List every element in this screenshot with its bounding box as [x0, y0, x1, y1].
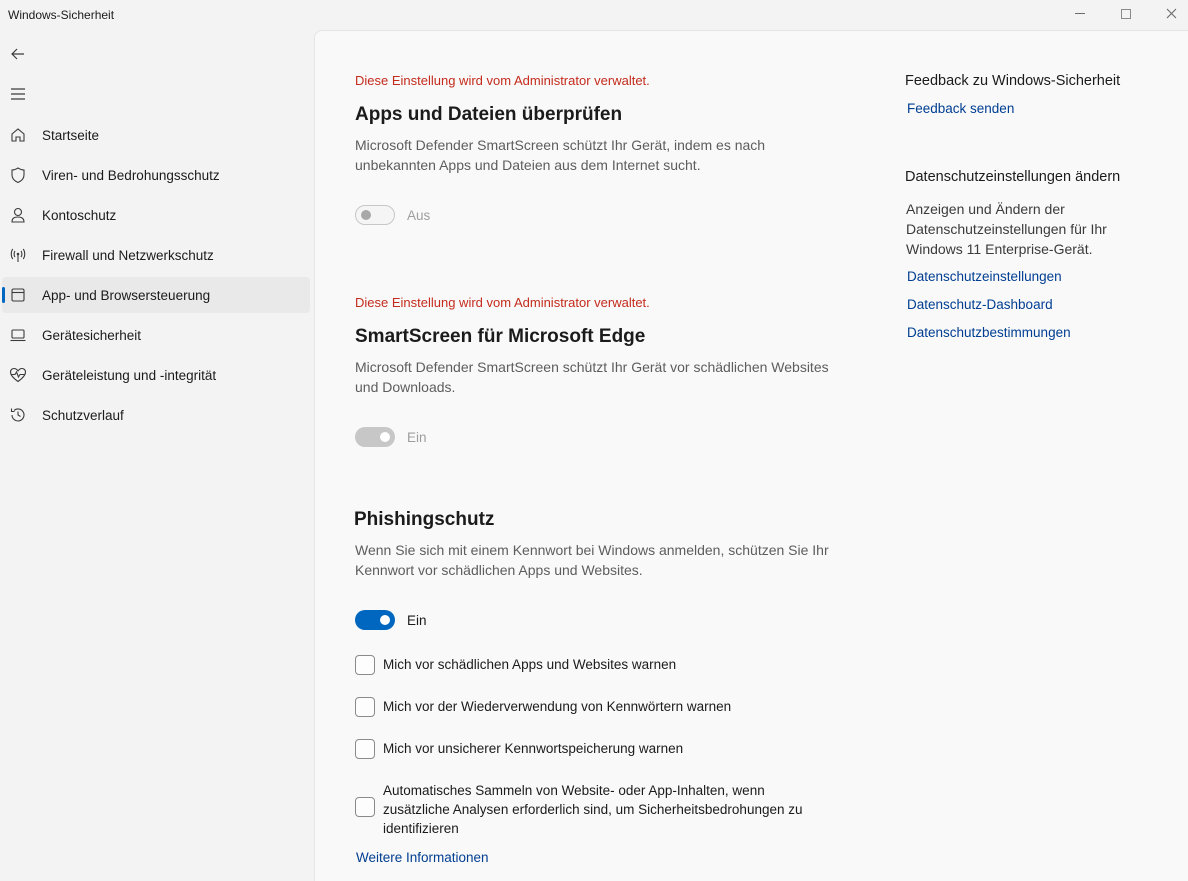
sidebar-item-label: Startseite — [42, 127, 100, 143]
toggle-knob — [380, 615, 390, 625]
history-icon — [9, 406, 27, 424]
home-icon — [9, 126, 27, 144]
apps-files-toggle — [355, 205, 395, 225]
checkbox[interactable] — [355, 697, 375, 717]
privacy-title: Datenschutzeinstellungen ändern — [905, 169, 1121, 185]
heart-pulse-icon — [9, 366, 27, 384]
checkbox-row[interactable] — [355, 655, 823, 675]
section-description: Microsoft Defender SmartScreen schützt Ihr Gerät, indem es nach unbekannten Apps und Dateien aus dem Internet sucht. — [355, 137, 766, 173]
sidebar-item-label: Gerätesicherheit — [42, 327, 142, 343]
privacy-description: Anzeigen und Ändern der Datenschutzeinstellungen für Ihr Windows 11 Enterprise-Gerät. — [906, 201, 1107, 257]
sidebar-item-schutzverlauf[interactable] — [2, 397, 310, 433]
hamburger-icon — [10, 87, 26, 101]
checkbox[interactable] — [355, 739, 375, 759]
app-window-icon — [9, 286, 27, 304]
sidebar-item-startseite[interactable] — [2, 117, 310, 153]
close-icon — [1166, 8, 1177, 19]
checkbox[interactable] — [355, 655, 375, 675]
back-button[interactable] — [6, 42, 30, 66]
antenna-icon — [9, 246, 27, 264]
minimize-icon — [1075, 13, 1085, 14]
toggle-label: Ein — [407, 430, 427, 445]
close-button[interactable] — [1148, 0, 1188, 30]
main-panel — [314, 30, 1188, 881]
minimize-button[interactable] — [1057, 0, 1103, 30]
sidebar-item-app-browser[interactable] — [2, 277, 310, 313]
sidebar-item-label: App- und Browsersteuerung — [42, 287, 211, 303]
shield-icon — [9, 166, 27, 184]
privacy-settings-link[interactable]: Datenschutzeinstellungen — [907, 269, 1062, 284]
sidebar-item-label: Schutzverlauf — [42, 407, 124, 423]
checkbox[interactable] — [355, 797, 375, 817]
sidebar-item-label: Viren- und Bedrohungsschutz — [42, 167, 220, 183]
sidebar-item-firewall[interactable] — [2, 237, 310, 273]
sidebar-item-label: Kontoschutz — [42, 207, 117, 223]
toggle-label: Ein — [407, 613, 427, 628]
sidebar-item-geraetesicherheit[interactable] — [2, 317, 310, 353]
phishing-toggle[interactable] — [355, 610, 395, 630]
admin-note: Diese Einstellung wird vom Administrator verwaltet. — [355, 295, 650, 310]
more-info-link[interactable]: Weitere Informationen — [356, 850, 489, 865]
person-icon — [9, 206, 27, 224]
section-description: Wenn Sie sich mit einem Kennwort bei Windows anmelden, schützen Sie Ihr Kennwort vor schädlichen Apps und Websites. — [355, 542, 829, 578]
sidebar-item-label: Firewall und Netzwerkschutz — [42, 247, 214, 263]
checkbox-label: Mich vor unsicherer Kennwortspeicherung warnen — [383, 741, 684, 756]
toggle-knob — [361, 210, 371, 220]
privacy-statement-link[interactable]: Datenschutzbestimmungen — [907, 325, 1071, 340]
sidebar-item-kontoschutz[interactable] — [2, 197, 310, 233]
sidebar-item-viren[interactable] — [2, 157, 310, 193]
maximize-icon — [1121, 9, 1131, 19]
checkbox-label: Mich vor der Wiederverwendung von Kennwörtern warnen — [383, 699, 732, 714]
feedback-link[interactable]: Feedback senden — [907, 101, 1015, 116]
checkbox-label: Automatisches Sammeln von Website- oder App-Inhalten, wenn zusätzliche Analysen erforderlich sind, um Sicherheitsbedrohungen zu identifizieren — [383, 783, 803, 836]
sidebar-item-geraeteleistung[interactable] — [2, 357, 310, 393]
section-title: SmartScreen für Microsoft Edge — [355, 326, 646, 347]
smartscreen-edge-toggle — [355, 427, 395, 447]
window-title: Windows-Sicherheit — [8, 8, 115, 22]
section-title: Apps und Dateien überprüfen — [355, 104, 623, 125]
title-bar — [0, 0, 1188, 30]
toggle-knob — [380, 432, 390, 442]
feedback-title: Feedback zu Windows-Sicherheit — [905, 73, 1121, 89]
privacy-dashboard-link[interactable]: Datenschutz-Dashboard — [907, 297, 1053, 312]
checkbox-row[interactable] — [355, 697, 823, 717]
sidebar-item-label: Geräteleistung und -integrität — [42, 367, 217, 383]
maximize-button[interactable] — [1103, 0, 1149, 30]
laptop-icon — [9, 326, 27, 344]
section-description: Microsoft Defender SmartScreen schützt Ihr Gerät vor schädlichen Websites und Downloads. — [355, 359, 829, 395]
checkbox-label: Mich vor schädlichen Apps und Websites warnen — [383, 657, 677, 672]
menu-button[interactable] — [6, 82, 30, 106]
checkbox-row[interactable] — [355, 739, 823, 759]
selection-indicator — [2, 287, 5, 303]
checkbox-row[interactable] — [355, 781, 823, 838]
section-title: Phishingschutz — [354, 509, 495, 530]
back-arrow-icon — [10, 46, 26, 62]
admin-note: Diese Einstellung wird vom Administrator verwaltet. — [355, 73, 650, 88]
toggle-label: Aus — [407, 208, 431, 223]
